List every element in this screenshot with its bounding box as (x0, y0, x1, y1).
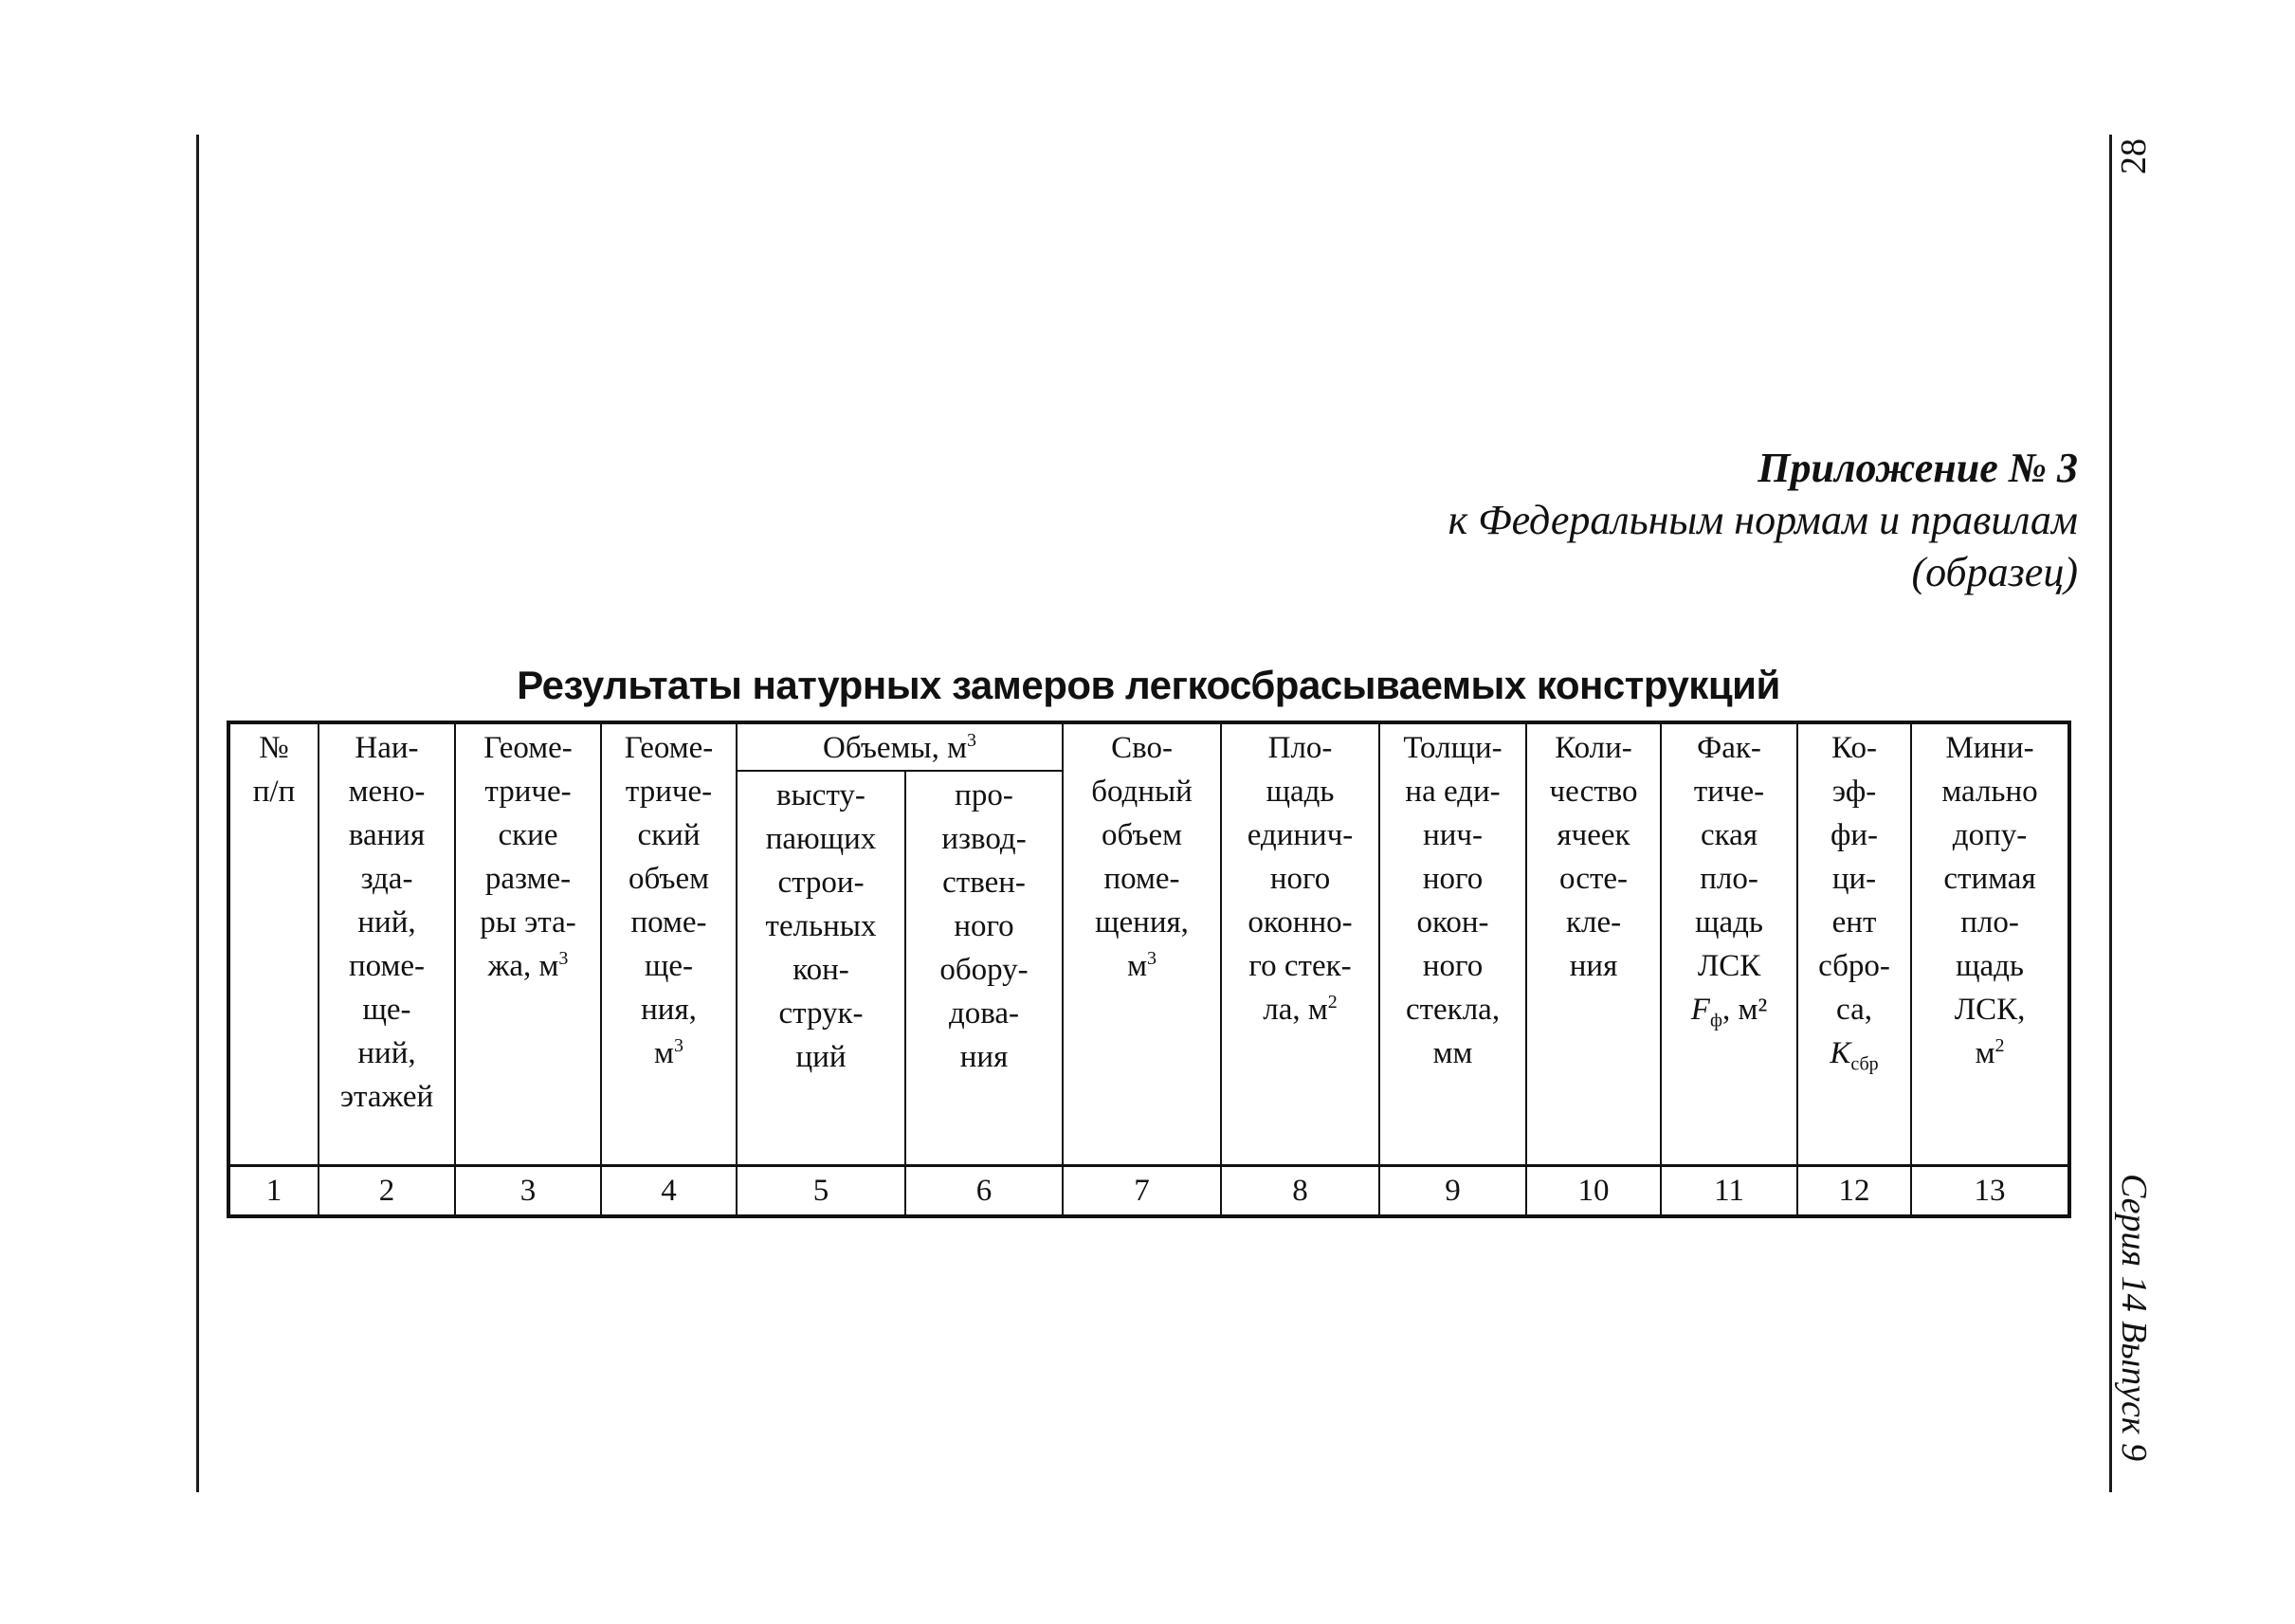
group-header-volumes-label: Объемы, м (823, 731, 967, 765)
series-label: Серия 14 Выпуск 9 (2114, 1174, 2154, 1462)
col-header-12 (1797, 722, 1911, 1166)
col-header-3 (455, 722, 601, 1166)
col-header-2 (319, 722, 455, 1166)
column-number: 12 (1797, 1166, 1911, 1217)
table-title: Результаты натурных замеров легкосбрасываемых конструкций (517, 663, 1780, 707)
appendix-sample-note: (образец) (1911, 549, 2078, 595)
col-header-7-label: Сво- бодный объем поме- щения, $м^3$ (1091, 731, 1193, 983)
col-header-1 (228, 722, 319, 1166)
col-header-8 (1221, 722, 1379, 1166)
col-header-12-label: Ко- эф- фи- ци- ент сбро- са, $K_{сбр}$ (1818, 731, 1890, 1075)
column-number: 9 (1379, 1166, 1526, 1217)
column-number: 7 (1063, 1166, 1221, 1217)
column-number: 11 (1661, 1166, 1797, 1217)
col-header-1-label: № п/п (252, 731, 296, 809)
col-header-11-label: Фак- тиче- ская пло- щадь ЛСК $F_ф$, м² (1690, 731, 1768, 1031)
col-header-8-label: Пло- щадь единич- ного оконно- го стек- ла, $м^2$ (1247, 731, 1354, 1027)
column-number-row (228, 1166, 2069, 1217)
column-number: 4 (601, 1166, 737, 1217)
column-number: 5 (737, 1166, 905, 1217)
col-header-7 (1063, 722, 1221, 1166)
col-header-6 (905, 771, 1063, 1166)
col-header-13 (1911, 722, 2069, 1166)
col-header-2-label: Наи- мено- вания зда- ний, поме- ще- ний, этажей (339, 731, 434, 1114)
column-number: 10 (1526, 1166, 1661, 1217)
column-number: 3 (455, 1166, 601, 1217)
group-header-volumes: Объемы, $м^3$ (737, 722, 1063, 771)
column-number: 13 (1911, 1166, 2069, 1217)
column-number: 1 (228, 1166, 319, 1217)
col-header-4 (601, 722, 737, 1166)
col-header-10 (1526, 722, 1661, 1166)
col-header-5 (737, 771, 905, 1166)
page-number: 28 (2114, 138, 2154, 174)
col-header-9-label: Толщи- на еди- нич- ного окон- ного стекла, мм (1403, 731, 1503, 1070)
column-number: 6 (905, 1166, 1063, 1217)
col-header-5-label: высту- пающих строи- тельных кон- струк- ций (765, 778, 877, 1074)
results-table (227, 721, 2071, 1218)
col-header-6-label: про- извод- ствен- ного обору- дова- ния (939, 778, 1029, 1074)
col-header-11 (1661, 722, 1797, 1166)
appendix-subtitle: к Федеральным нормам и правилам (1448, 497, 2078, 543)
col-header-9 (1379, 722, 1526, 1166)
right-margin-rule (2109, 135, 2112, 1492)
column-number: 8 (1221, 1166, 1379, 1217)
col-header-4-label: Геоме- триче- ский объем поме- ще- ния, $м^3$ (624, 731, 714, 1070)
appendix-title: Приложение № 3 (1758, 445, 2078, 491)
left-margin-rule (196, 135, 199, 1492)
col-header-3-label: Геоме- триче- ские разме- ры эта- жа, $м^3$ (480, 731, 576, 983)
col-header-13-label: Мини- мально допу- стимая пло- щадь ЛСК, $м^2$ (1941, 731, 2038, 1070)
appendix-heading (1448, 442, 2078, 598)
col-header-10-label: Коли- чество ячеек осте- кле- ния (1549, 731, 1638, 983)
column-number: 2 (319, 1166, 455, 1217)
